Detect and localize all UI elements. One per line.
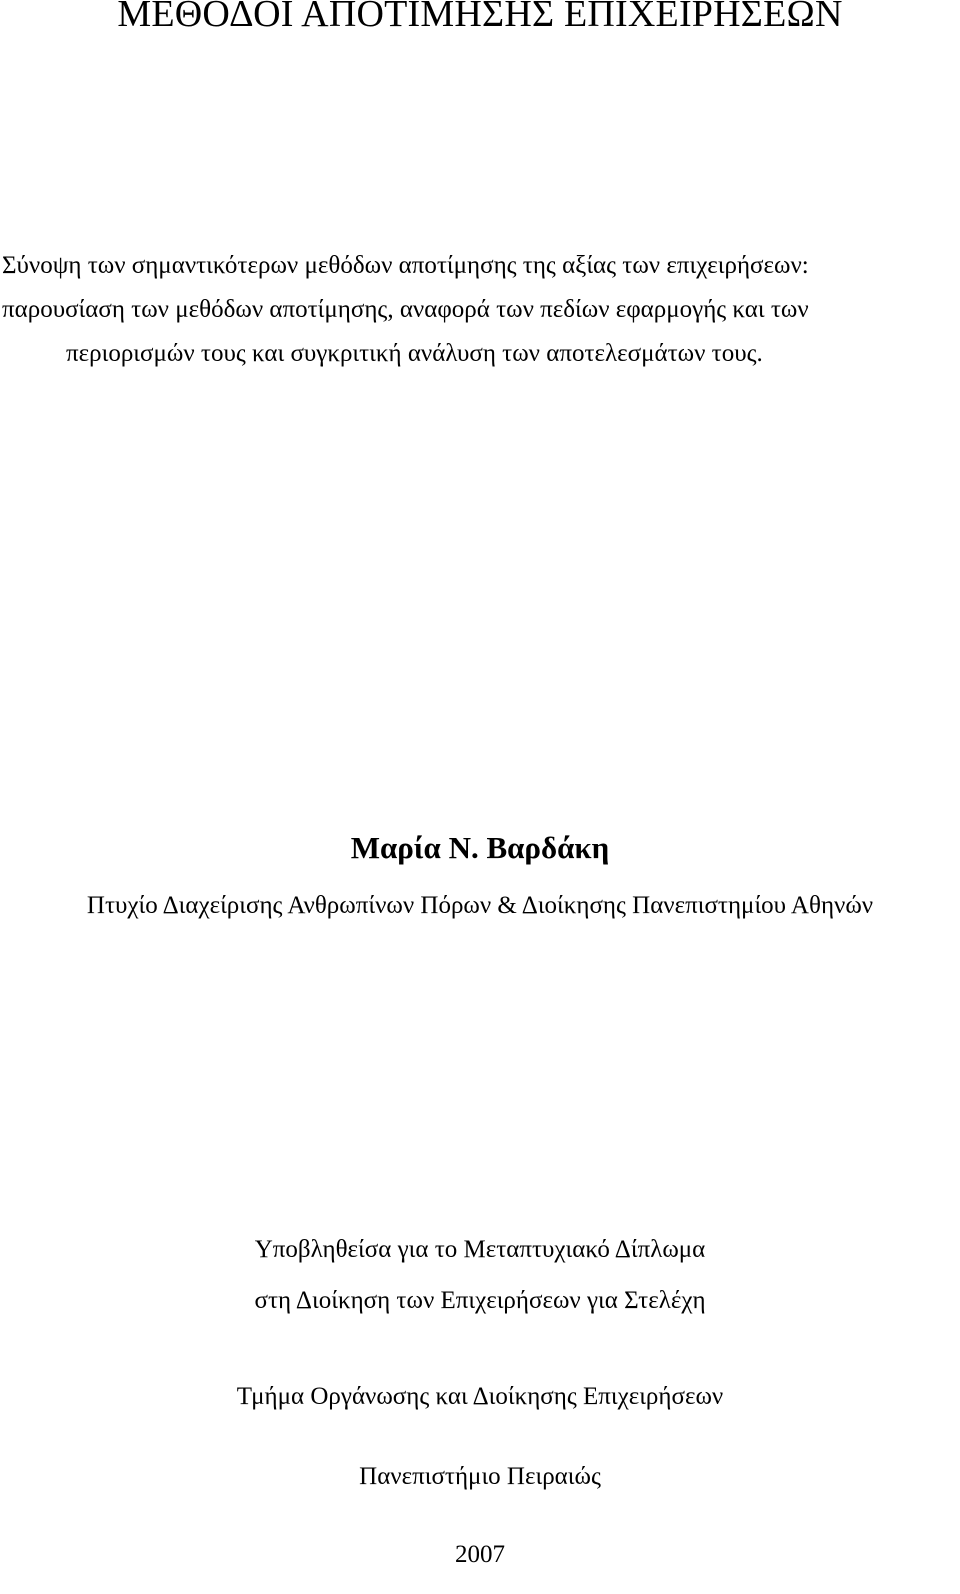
submission-line-1: Υποβληθείσα για το Μεταπτυχιακό Δίπλωμα (254, 1236, 706, 1263)
author-name: Μαρία Ν. Βαρδάκη (350, 830, 610, 865)
submission-line-2: στη Διοίκηση των Επιχειρήσεων για Στελέχη (254, 1287, 706, 1314)
submission-statement (0, 1224, 960, 1326)
document-title: ΜΕΘΟΔΟΙ ΑΠΟΤΙΜΗΣΗΣ ΕΠΙΧΕΙΡΗΣΕΩΝ (117, 0, 843, 35)
department-name: Τμήμα Οργάνωσης και Διοίκησης Επιχειρήσεων (236, 1383, 724, 1410)
abstract (0, 244, 960, 376)
university-name: Πανεπιστήμιο Πειραιώς (359, 1463, 601, 1490)
abstract-line-2: παρουσίαση των μεθόδων αποτίμησης, αναφορά των πεδίων εφαρμογής και των (2, 296, 809, 323)
author-degree: Πτυχίο Διαχείρισης Ανθρωπίνων Πόρων & Διοίκησης Πανεπιστημίου Αθηνών (86, 892, 874, 919)
abstract-line-1: Σύνοψη των σημαντικότερων μεθόδων αποτίμησης της αξίας των επιχειρήσεων: (2, 252, 809, 279)
publication-year: 2007 (455, 1541, 505, 1568)
abstract-line-3: περιορισμών τους και συγκριτική ανάλυση των αποτελεσμάτων τους. (66, 340, 763, 367)
